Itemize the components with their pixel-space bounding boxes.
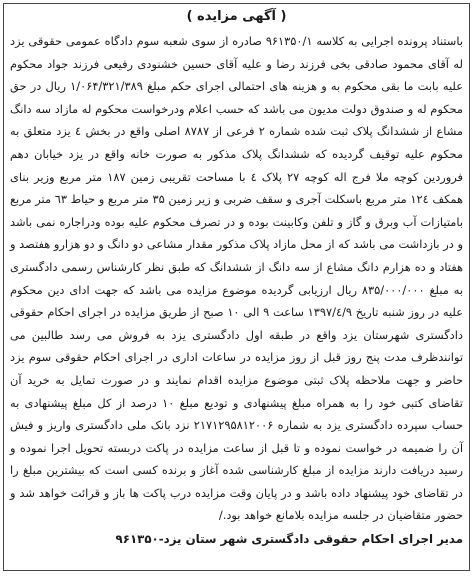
- notice-body: باستناد پرونده اجرایی به کلاسه ۹۶۱۳۵۰/۱ صادره از سوی شعبه سوم دادگاه عمومی حقوقی یزد له آقای محمود صادقی بخی فرزند رضا و علیه آقای حسین خشنودی رفیعی فرزند جواد محکوم علیه بابت ما بقی محکوم به و هزینه های احتمالی اجرای حکم مبلغ ۱/۰۶۴/۳۲۱/۳۸۹ ریال در حق محکوم له و صندوق دولت مدیون می باشد که حسب اعلام ودرخواست محکوم له مازاد سه دانگ مشاع از ششدانگ پلاک ثبت شده شماره ۲ فرعی از ۸۷۸۷ اصلی واقع در بخش ٤ یزد متعلق به محکوم علیه توقیف گردیده که ششدانگ پلاک مذکور به صورت خانه واقع در یزد خیابان دهم فروردین کوچه ملا فرج اله کوچه ۲۷ پلاک ٤ با مساحت تقریبی زمین ۱۸۷ متر مربع وزیر بنای همکف ۱۲٤ متر مربع باسکلت آجری و سقف ضربی و زیر زمین ۳۵ متر مربع و حیاط ٦۳ متر مربع بامتیازات آب وبرق و گاز و تلفن وکابینت بوده و در تصرف محکوم علیه بوده ودراجاره نمی باشد و در بازداشت می باشد که از محل مازاد پلاک مذکور مقدار مشاعی دو دانگ و دو هزارو هفتصد و هفتاد و ده هزارم دانگ مشاع از سه دانگ از ششدانگ که طبق نظر کارشناس رسمی دادگستری به مبلغ ۸۳۵/۰۰۰/۰۰۰ ریال ارزیابی گردیده موضوع مزایده می باشد که جهت ادای دین محکوم علیه در روز شنبه تاریخ ۱۳۹۷/٤/۹ ساعت ۹ الی ۱۰ صبح از طریق مزایده در اجرای احکام حقوقی دادگستری شهرستان یزد واقع در طبقه اول دادگستری یزد به فروش می رسد طالبین می توانندظرف مدت پنج روز قبل از روز مزایده در ساعات اداری در اجرای احکام حقوقی سوم یزد حاضر و جهت ملاحظه پلاک ثبتی موضوع مزایده اقدام نمایند و در صورت تمایل به خرید آن تقاضای کتبی خود را به همراه مبلغ پیشنهادی و تودیع مبلغ ۱۰ درصد از کل مبلغ پیشنهادی به حساب سپرده دادگستری یزد به شماره ۲۱۷۱۲۹۵۸۱۲۰۰۶ نزد بانک ملی دادگستری واریز و فیش آن را ضمیمه در خواست نموده و تا قبل از ساعت مزایده در پاکت دربسته تحویل اجرا نموده و رسید دریافت دارند مزایده از مبلغ کارشناسی شده آغاز و برنده کسی است که بیشترین مبلغ را در تقاضای خود پیشنهاد داده باشد و در پایان وقت مزایده درب پاکت ها باز و قرائت خواهد شد و حضور متقاضیان در جلسه مزایده بلامانع خواهد بود./: [10, 34, 464, 523]
- notice-signature: مدیر اجرای احکام حقوقی دادگستری شهر ستان یزد-۹۶۱۳۵۰: [115, 532, 463, 547]
- notice-title: ( آگهی مزایده ): [186, 9, 287, 24]
- auction-notice: [3, 3, 470, 571]
